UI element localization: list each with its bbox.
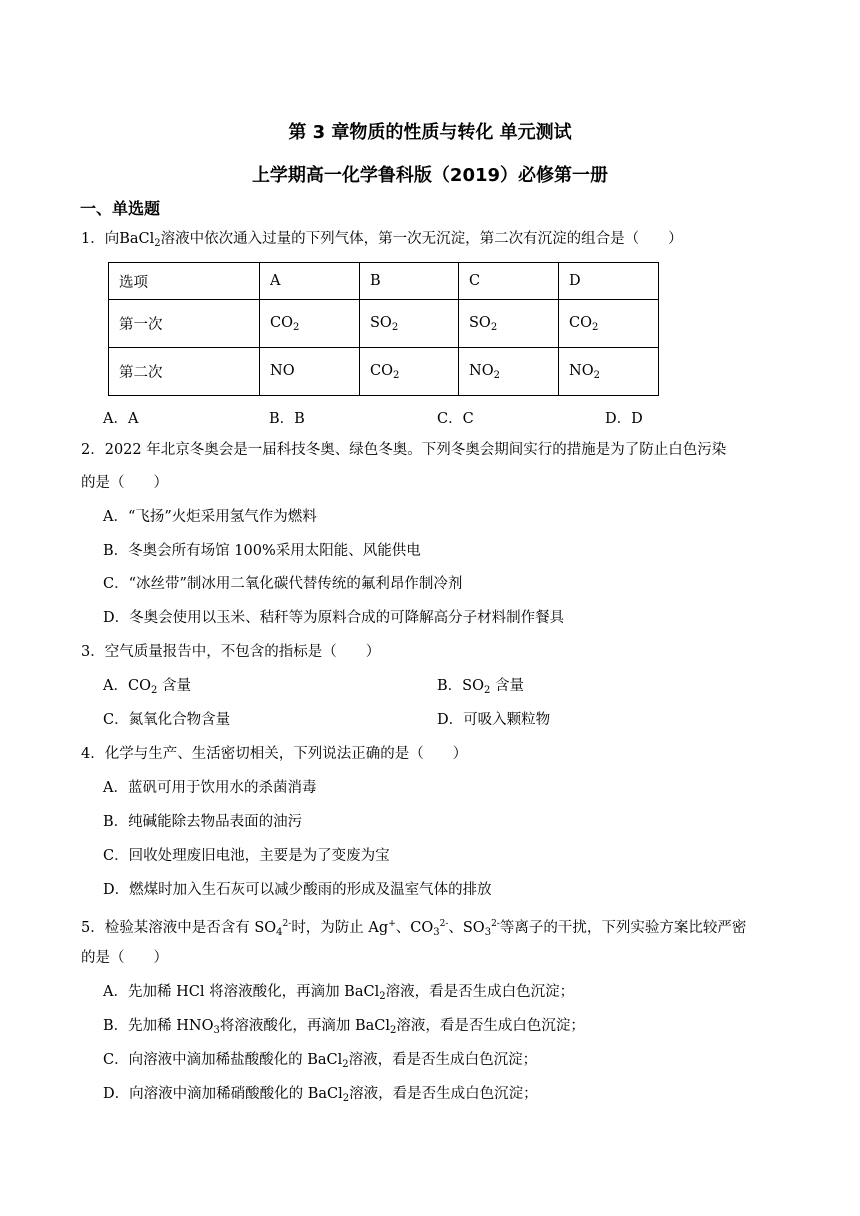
table-cell: 第一次 <box>109 300 260 348</box>
table-cell: $NO_2$ <box>559 348 659 396</box>
document-subtitle: 上学期高一化学鲁科版（2019）必修第一册 <box>251 165 609 186</box>
question-4-option-b: B．纯碱能除去物品表面的油污 <box>103 814 303 830</box>
question-2-option-a: A．“飞扬”火炬采用氢气作为燃料 <box>103 509 317 525</box>
question-5-stem-cont: 的是（ ） <box>81 950 168 966</box>
table-cell: $SO_2$ <box>459 300 559 348</box>
table-row <box>109 348 659 396</box>
table-row <box>109 263 659 300</box>
question-2-stem: 2．2022 年北京冬奥会是一届科技冬奥、绿色冬奥。下列冬奥会期间实行的措施是为了防止白色污染 <box>81 442 727 458</box>
question-4-option-d: D．燃煤时加入生石灰可以减少酸雨的形成及温室气体的排放 <box>103 882 492 898</box>
table-cell: $CO_2$ <box>360 348 459 396</box>
question-5-option-d: D．向溶液中滴加稀硝酸酸化的 BaCl$_2$溶液，看是否生成白色沉淀； <box>103 1086 538 1104</box>
question-1-option-d: D．D <box>605 411 643 427</box>
question-2-stem-cont: 的是（ ） <box>81 475 168 491</box>
question-3-option-c: C．氮氧化合物含量 <box>103 712 231 728</box>
table-header-cell: C <box>459 263 559 300</box>
question-5-option-c: C．向溶液中滴加稀盐酸酸化的 BaCl$_2$溶液，看是否生成白色沉淀； <box>103 1052 538 1070</box>
question-3-option-b: B．$SO_2$ 含量 <box>437 678 524 696</box>
table-cell: $CO_2$ <box>559 300 659 348</box>
table-cell: NO <box>260 348 360 396</box>
question-1-option-c: C．C <box>437 411 474 427</box>
question-3-option-a: A．$CO_2$ 含量 <box>103 678 191 696</box>
question-1-option-b: B．B <box>269 411 305 427</box>
question-1-stem: 1．向BaCl$_2$溶液中依次通入过量的下列气体，第一次无沉淀，第二次有沉淀的组合是（ ） <box>81 231 683 249</box>
table-header-cell: 选项 <box>109 263 260 300</box>
question-1-table <box>108 262 659 396</box>
table-cell: $SO_2$ <box>360 300 459 348</box>
section-heading: 一、单选题 <box>80 199 161 218</box>
question-4-stem: 4．化学与生产、生活密切相关，下列说法正确的是（ ） <box>81 746 468 762</box>
table-cell: $CO_2$ <box>260 300 360 348</box>
table-header-cell: B <box>360 263 459 300</box>
question-5-option-a: A．先加稀 HCl 将溶液酸化，再滴加 BaCl$_2$溶液，看是否生成白色沉淀； <box>103 984 575 1002</box>
table-cell: $NO_2$ <box>459 348 559 396</box>
question-2-option-b: B．冬奥会所有场馆 100%采用太阳能、风能供电 <box>103 543 421 559</box>
table-row <box>109 300 659 348</box>
question-3-stem: 3．空气质量报告中，不包含的指标是（ ） <box>81 644 381 660</box>
question-2-option-d: D．冬奥会使用以玉米、秸秆等为原料合成的可降解高分子材料制作餐具 <box>103 610 565 626</box>
question-2-option-c: C．“冰丝带”制冰用二氧化碳代替传统的氟利昂作制冷剂 <box>103 576 463 592</box>
table-header-cell: A <box>260 263 360 300</box>
document-title: 第 3 章物质的性质与转化 单元测试 <box>288 122 572 143</box>
question-4-option-c: C．回收处理废旧电池，主要是为了变废为宝 <box>103 848 390 864</box>
question-5-option-b: B．先加稀 $HNO_3$将溶液酸化，再滴加 BaCl$_2$溶液，看是否生成白色沉淀； <box>103 1018 585 1036</box>
question-4-option-a: A．蓝矾可用于饮用水的杀菌消毒 <box>103 780 317 796</box>
question-5-stem: 5．检验某溶液中是否含有 $SO_4^{2-}$时，为防止 Ag+、$CO_3^{2-}$、$SO_3^{2-}$等离子的干扰，下列实验方案比较严密 <box>81 919 747 938</box>
table-header-cell: D <box>559 263 659 300</box>
question-1-option-a: A．A <box>103 411 139 427</box>
question-3-option-d: D．可吸入颗粒物 <box>437 712 551 728</box>
table-cell: 第二次 <box>109 348 260 396</box>
